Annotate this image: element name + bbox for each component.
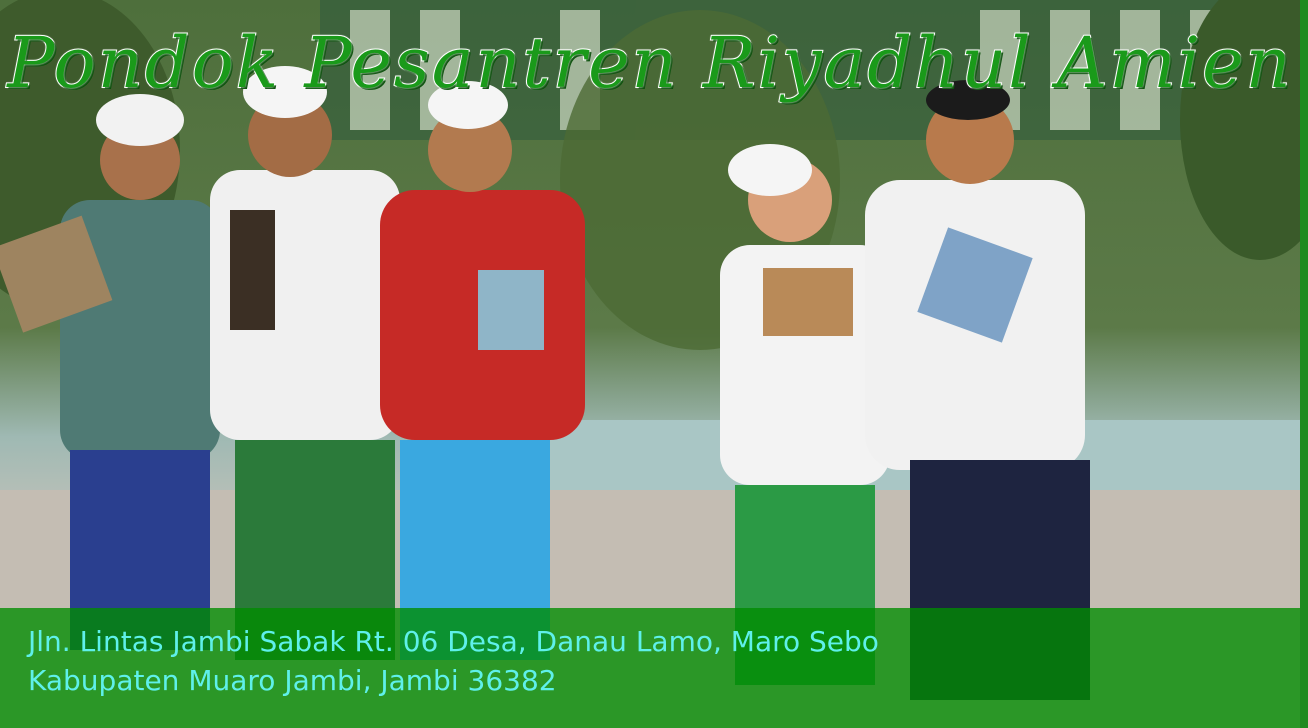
address-line-2: Kabupaten Muaro Jambi, Jambi 36382: [28, 664, 557, 697]
right-border: [1300, 0, 1308, 728]
address-line-1: Jln. Lintas Jambi Sabak Rt. 06 Desa, Danau Lamo, Maro Sebo: [28, 625, 879, 658]
address-block: [28, 622, 879, 700]
page-title: Pondok Pesantren Riyadhul Amien: [7, 22, 1293, 104]
